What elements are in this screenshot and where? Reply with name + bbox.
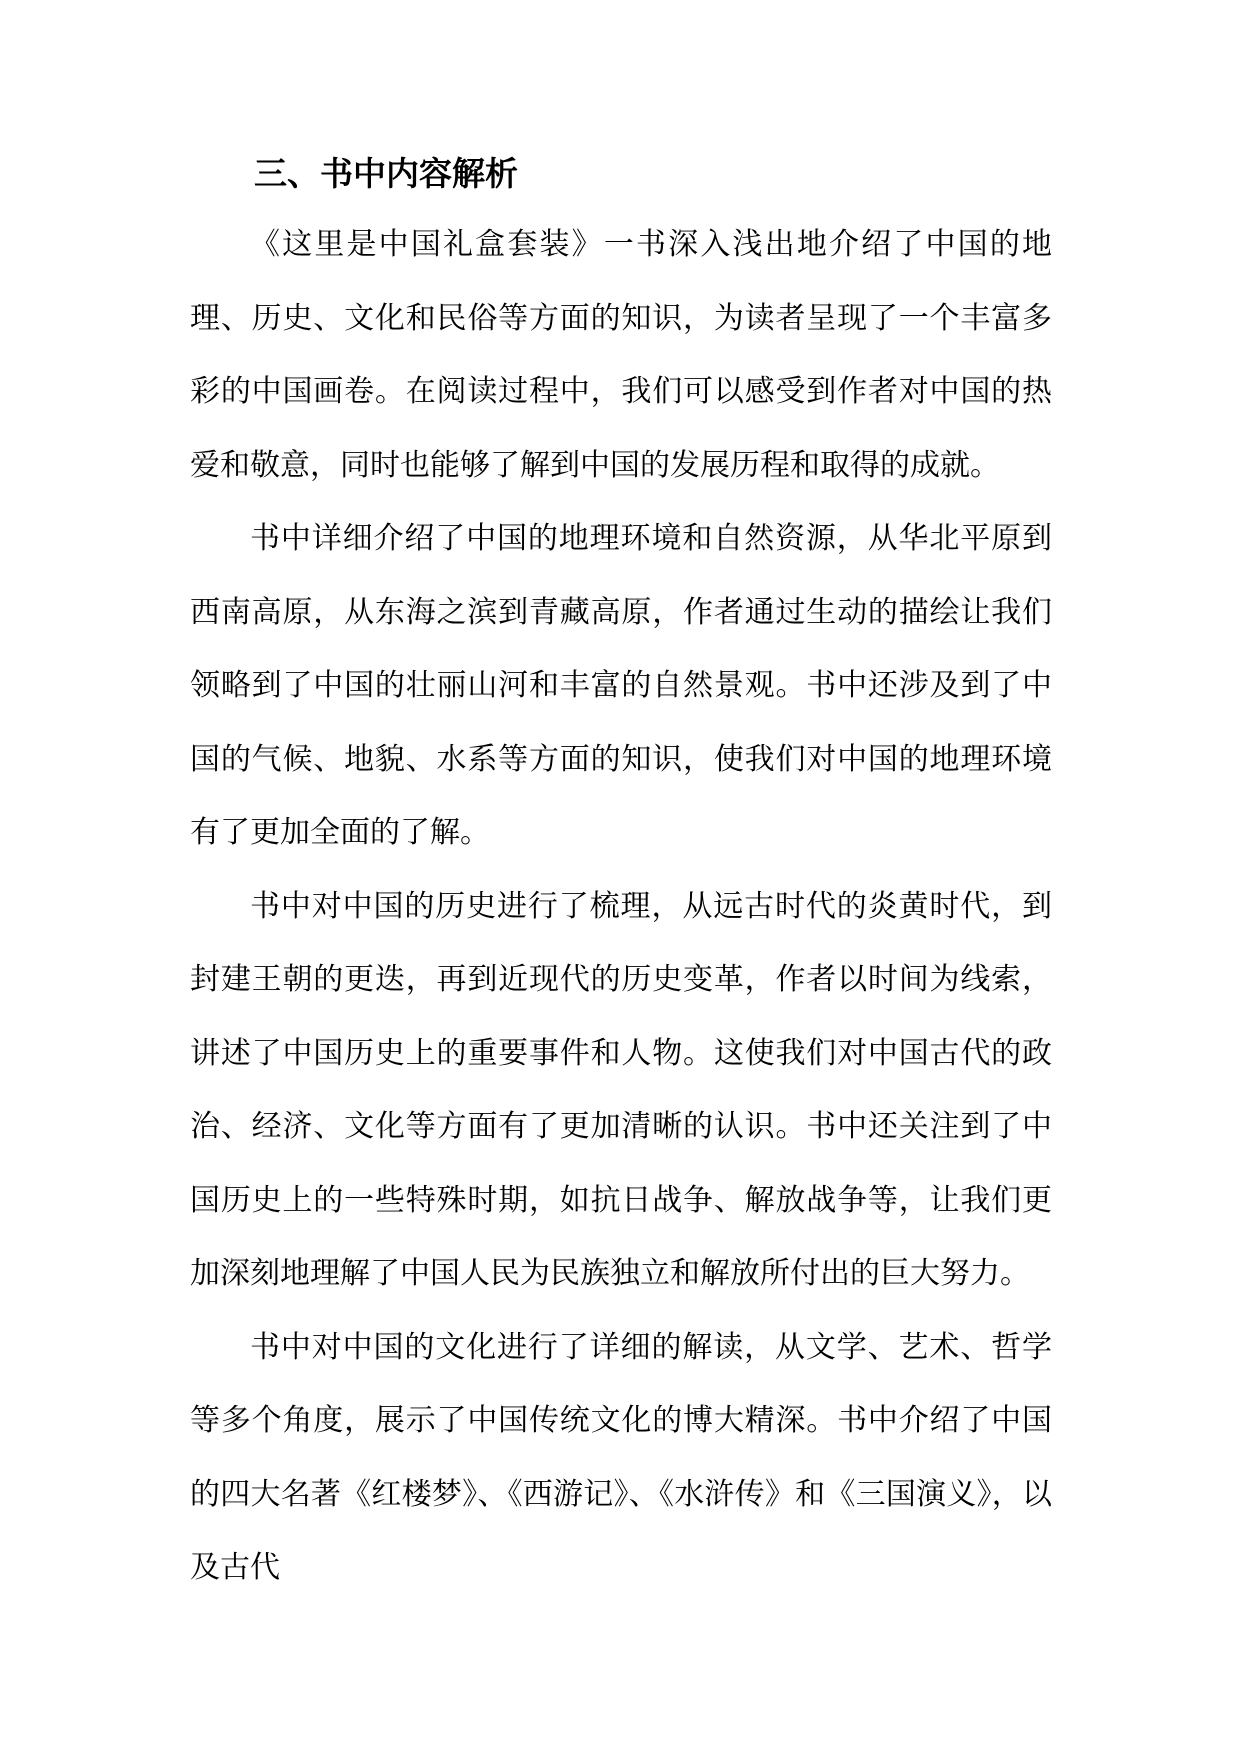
paragraph-intro: 《这里是中国礼盒套装》一书深入浅出地介绍了中国的地理、历史、文化和民俗等方面的知识，为读者呈现了一个丰富多彩的中国画卷。在阅读过程中，我们可以感受到作者对中国的热爱和敬意，同时也能够了解到中国的发展历程和取得的成就。 [190, 227, 1052, 483]
paragraph-culture: 书中对中国的文化进行了详细的解读，从文学、艺术、哲学等多个角度，展示了中国传统文化的博大精深。书中介绍了中国的四大名著《红楼梦》、《西游记》、《水浒传》和《三国演义》，以及古代 [190, 1329, 1052, 1585]
section-heading: 三、书中内容解析 [254, 154, 518, 193]
paragraph-history: 书中对中国的历史进行了梳理，从远古时代的炎黄时代，到封建王朝的更迭，再到近现代的历史变革，作者以时间为线索，讲述了中国历史上的重要事件和人物。这使我们对中国古代的政治、经济、文化等方面有了更加清晰的认识。书中还关注到了中国历史上的一些特殊时期，如抗日战争、解放战争等，让我们更加深刻地理解了中国人民为民族独立和解放所付出的巨大努力。 [190, 888, 1052, 1291]
paragraph-geography: 书中详细介绍了中国的地理环境和自然资源，从华北平原到西南高原，从东海之滨到青藏高原，作者通过生动的描绘让我们领略到了中国的壮丽山河和丰富的自然景观。书中还涉及到了中国的气候、地貌、水系等方面的知识，使我们对中国的地理环境有了更加全面的了解。 [190, 521, 1052, 850]
document-page [190, 140, 1052, 1605]
